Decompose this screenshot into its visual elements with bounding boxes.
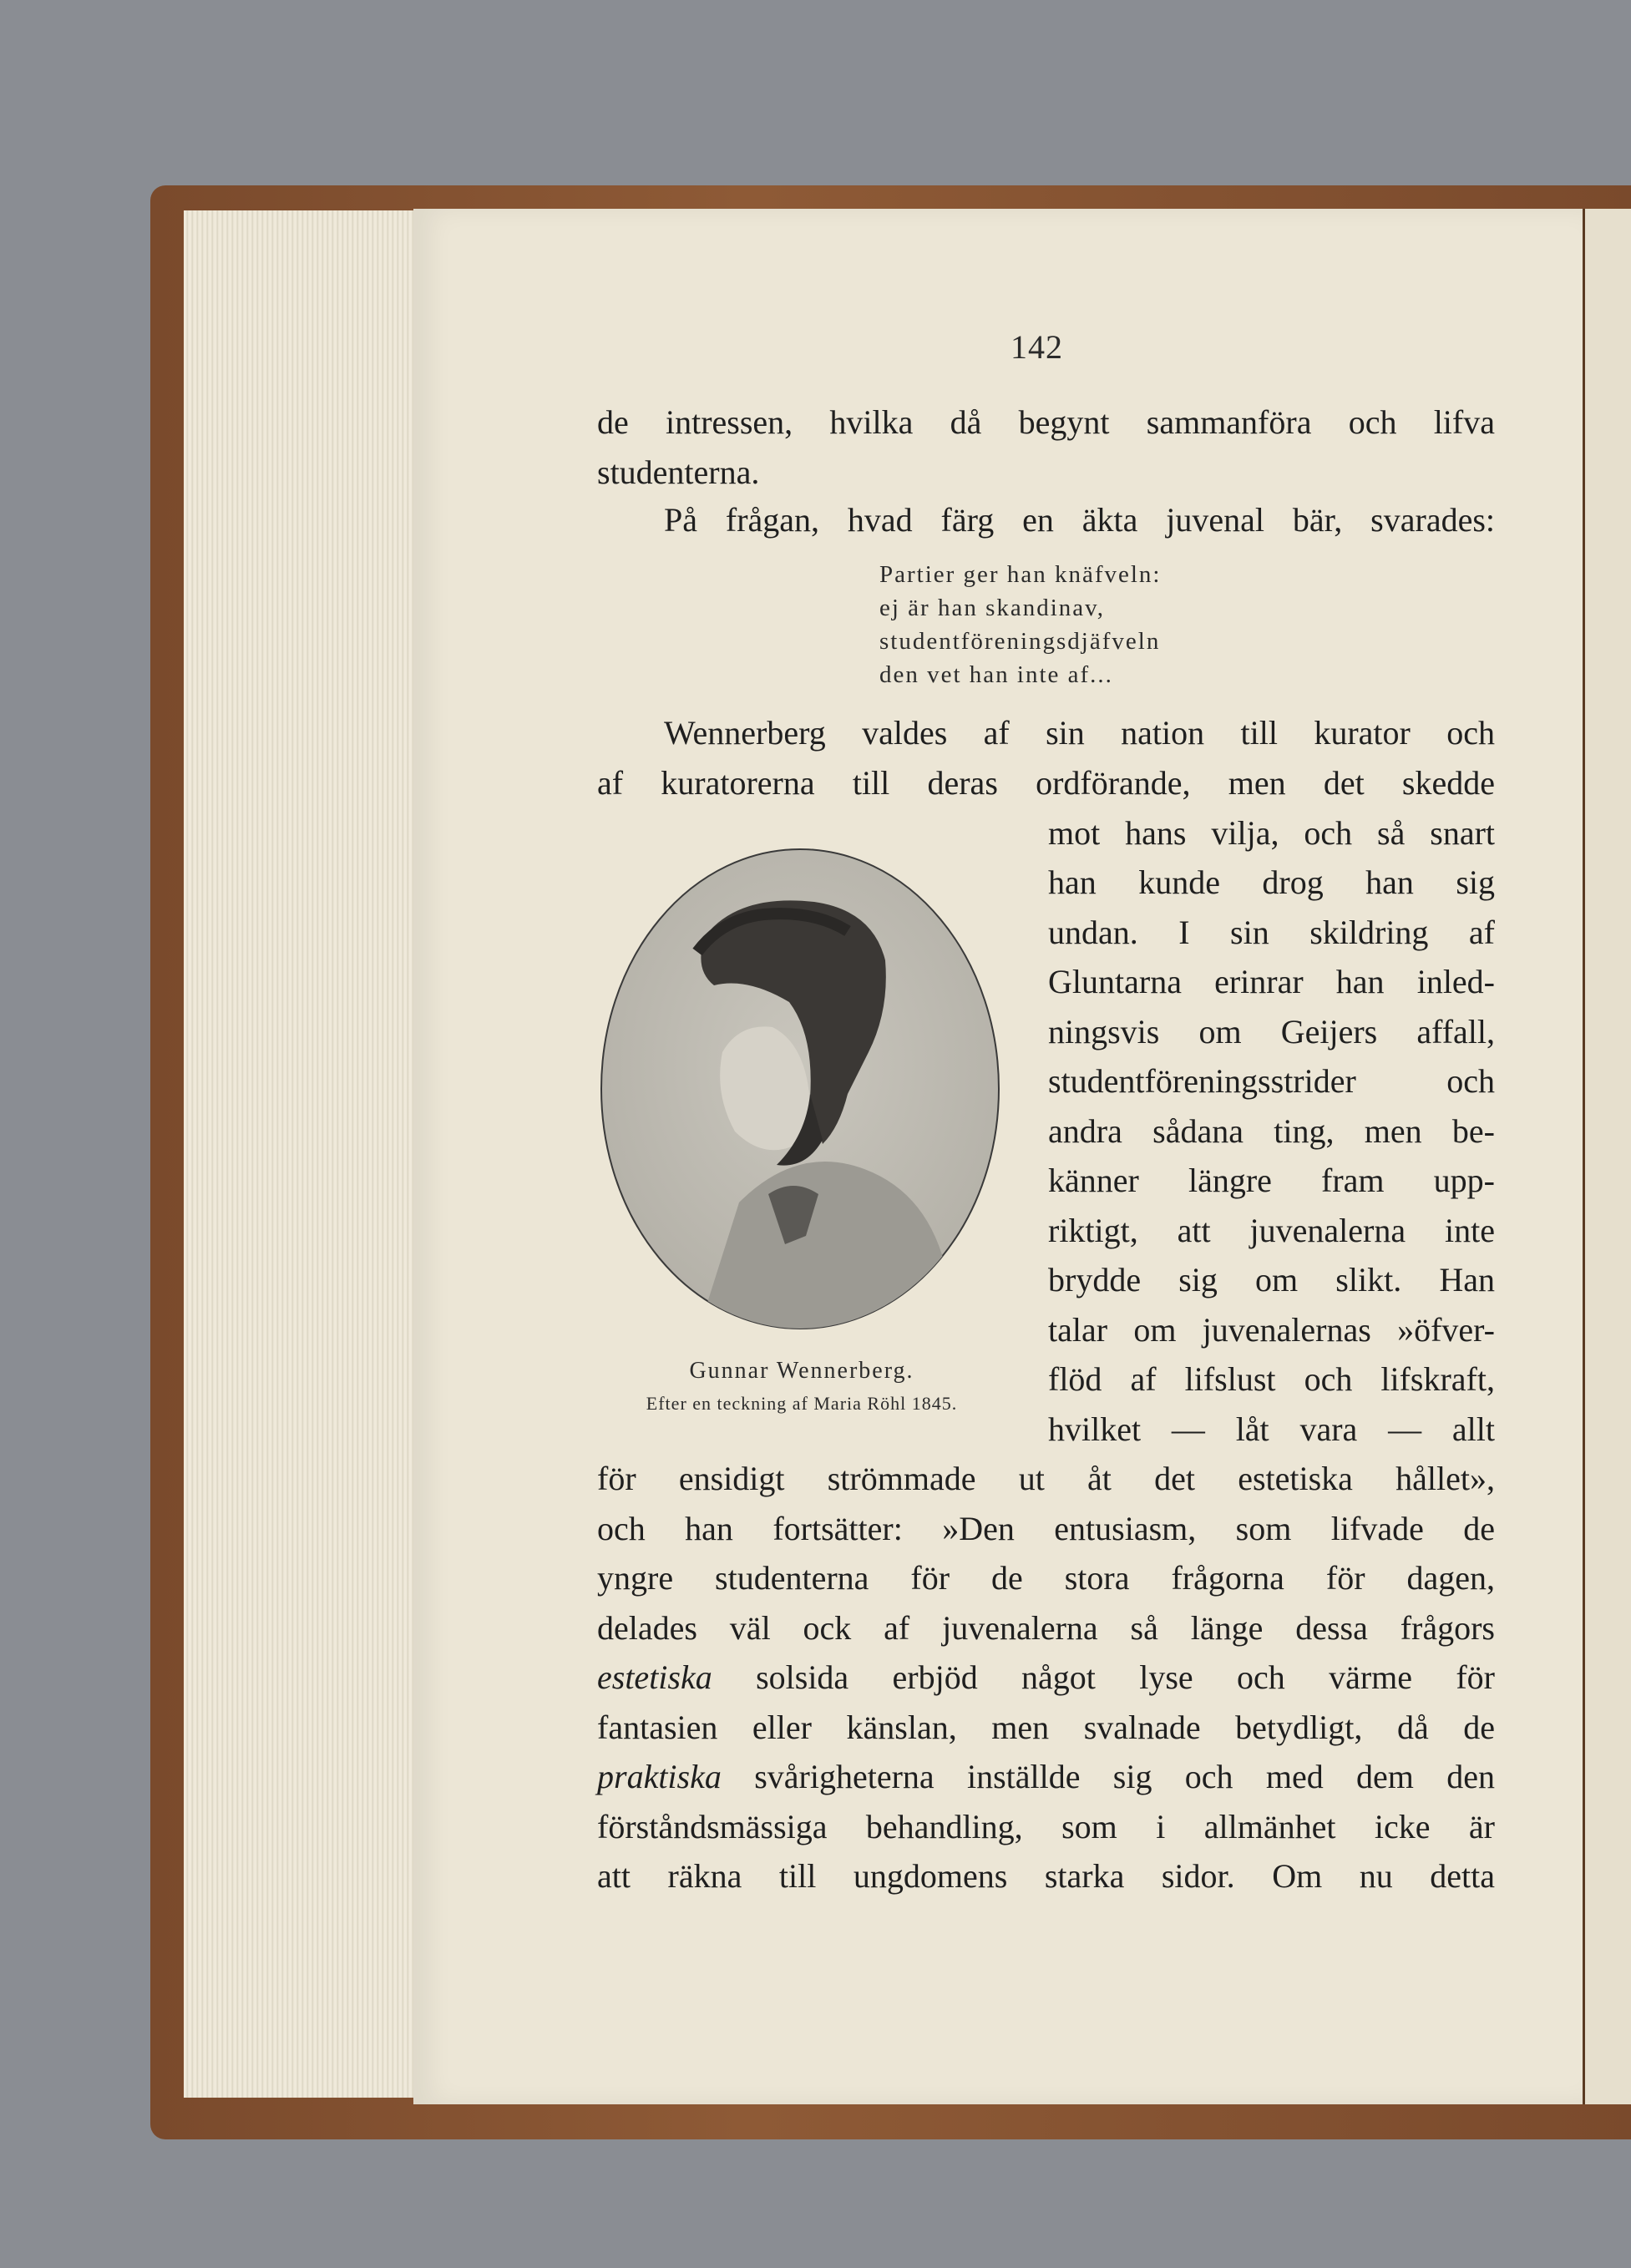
text-line: Wennerberg valdes af sin nation till kurator och bbox=[664, 714, 1495, 752]
text-line: han kunde drog han sig bbox=[1048, 863, 1495, 901]
poem-line: den vet han inte af... bbox=[879, 661, 1113, 688]
text-line: af kuratorerna till deras ordförande, men det skedde bbox=[597, 764, 1495, 802]
text-line: flöd af lifslust och lifskraft, bbox=[1048, 1360, 1495, 1398]
facing-page-edge bbox=[1583, 209, 1631, 2104]
text-line: yngre studenterna för de stora frågorna för dagen, bbox=[597, 1559, 1495, 1597]
text-line: studenterna. bbox=[597, 453, 760, 491]
text-line: studentföreningsstrider och bbox=[1048, 1062, 1495, 1100]
text-line: Gluntarna erinrar han inled- bbox=[1048, 963, 1495, 1000]
text-line: På frågan, hvad färg en äkta juvenal bär, svarades: bbox=[664, 501, 1495, 539]
text-line: att räkna till ungdomens starka sidor. Om nu detta bbox=[597, 1857, 1495, 1895]
text-rest: solsida erbjöd något lyse och värme för bbox=[712, 1658, 1495, 1696]
text-line: känner längre fram upp- bbox=[1048, 1162, 1495, 1199]
text-line-italic bbox=[597, 1656, 1495, 1699]
page-number: 142 bbox=[1011, 328, 1063, 366]
italic-word: praktiska bbox=[597, 1758, 722, 1795]
poem-line: studentföreningsdjäfveln bbox=[879, 628, 1161, 655]
italic-word: estetiska bbox=[597, 1658, 712, 1696]
portrait-illustration bbox=[597, 843, 1004, 1334]
text-line-italic bbox=[597, 1755, 1495, 1799]
text-line: riktigt, att juvenalerna inte bbox=[1048, 1212, 1495, 1249]
text-line: fantasien eller känslan, men svalnade betydligt, då de bbox=[597, 1709, 1495, 1746]
page-edges bbox=[184, 210, 426, 2098]
text-line: undan. I sin skildring af bbox=[1048, 914, 1495, 951]
text-line: ningsvis om Geijers affall, bbox=[1048, 1013, 1495, 1050]
text-line: förståndsmässiga behandling, som i allmänhet icke är bbox=[597, 1808, 1495, 1845]
poem-line: ej är han skandinav, bbox=[879, 595, 1106, 621]
text-line: och han fortsätter: »Den entusiasm, som lifvade de bbox=[597, 1510, 1495, 1547]
text-line: andra sådana ting, men be- bbox=[1048, 1112, 1495, 1150]
text-line: delades väl ock af juvenalerna så länge dessa frågors bbox=[597, 1609, 1495, 1647]
text-line: för ensidigt strömmade ut åt det estetiska hållet», bbox=[597, 1460, 1495, 1497]
figure-caption-credit: Efter en teckning af Maria Röhl 1845. bbox=[646, 1393, 958, 1414]
text-line: de intressen, hvilka då begynt sammanföra och lifva bbox=[597, 403, 1495, 441]
text-rest: svårigheterna inställde sig och med dem den bbox=[721, 1758, 1495, 1795]
text-line: brydde sig om slikt. Han bbox=[1048, 1261, 1495, 1299]
text-line: hvilket — låt vara — allt bbox=[1048, 1410, 1495, 1448]
poem-line: Partier ger han knäfveln: bbox=[879, 561, 1162, 588]
text-line: mot hans vilja, och så snart bbox=[1048, 814, 1495, 852]
text-line: talar om juvenalernas »öfver- bbox=[1048, 1311, 1495, 1349]
figure-caption-name: Gunnar Wennerberg. bbox=[689, 1358, 914, 1384]
